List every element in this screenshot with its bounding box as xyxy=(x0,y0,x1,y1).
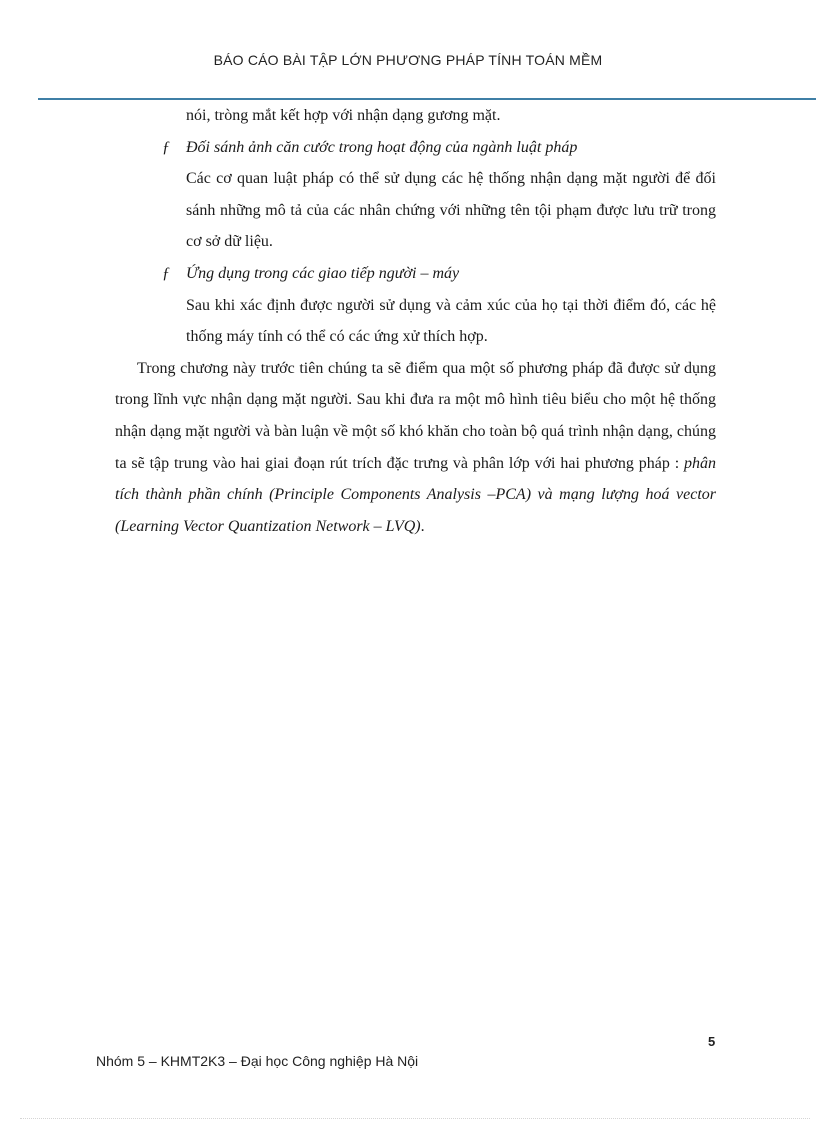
page-bottom-border xyxy=(20,1118,810,1119)
bullet-body-text: Các cơ quan luật pháp có thể sử dụng các hệ thống nhận dạng mặt người để đối sánh những mô tả của các nhân chứng với những tên tội phạm được lưu trữ trong cơ sở dữ liệu. xyxy=(186,170,716,251)
bullet-item-human-machine xyxy=(115,258,716,353)
document-body xyxy=(115,100,716,542)
bullet-title xyxy=(115,258,716,290)
main-paragraph-italic-text: phân tích thành phần chính (Principle Components Analysis –PCA) và mạng lượng hoá vector (Learning Vector Quantization Network – LVQ) xyxy=(115,454,716,535)
main-paragraph-text: Trong chương này trước tiên chúng ta sẽ điểm qua một số phương pháp đã được sử dụng trong lĩnh vực nhận dạng mặt người. Sau khi đưa ra một mô hình tiêu biểu cho một hệ thống nhận dạng mặt người và bàn luận về một số khó khăn cho toàn bộ quá trình nhận dạng, chúng ta sẽ tập trung vào hai giai đoạn rút trích đặc trưng và phân lớp với hai phương pháp : xyxy=(115,359,716,472)
intro-continuation: nói, tròng mắt kết hợp với nhận dạng gương mặt. xyxy=(186,107,501,124)
page-footer-text: Nhóm 5 – KHMT2K3 – Đại học Công nghiệp Hà Nội xyxy=(96,1053,419,1069)
bullet-title-text: Ứng dụng trong các giao tiếp người – máy xyxy=(186,264,460,282)
main-paragraph-end: . xyxy=(420,517,425,535)
page-number: 5 xyxy=(708,1034,716,1049)
bullet-title xyxy=(115,132,716,164)
bullet-item-law-enforcement xyxy=(115,132,716,258)
bullet-glyph-icon: ƒ xyxy=(162,138,170,156)
bullet-title-text: Đối sánh ảnh căn cước trong hoạt động của ngành luật pháp xyxy=(186,138,578,156)
bullet-glyph-icon: ƒ xyxy=(162,264,170,282)
bullet-body-text: Sau khi xác định được người sử dụng và cảm xúc của họ tại thời điểm đó, các hệ thống máy tính có thể có các ứng xử thích hợp. xyxy=(186,296,716,346)
main-paragraph xyxy=(115,353,716,543)
page-header-title: BÁO CÁO BÀI TẬP LỚN PHƯƠNG PHÁP TÍNH TOÁN MỀM xyxy=(213,52,603,68)
